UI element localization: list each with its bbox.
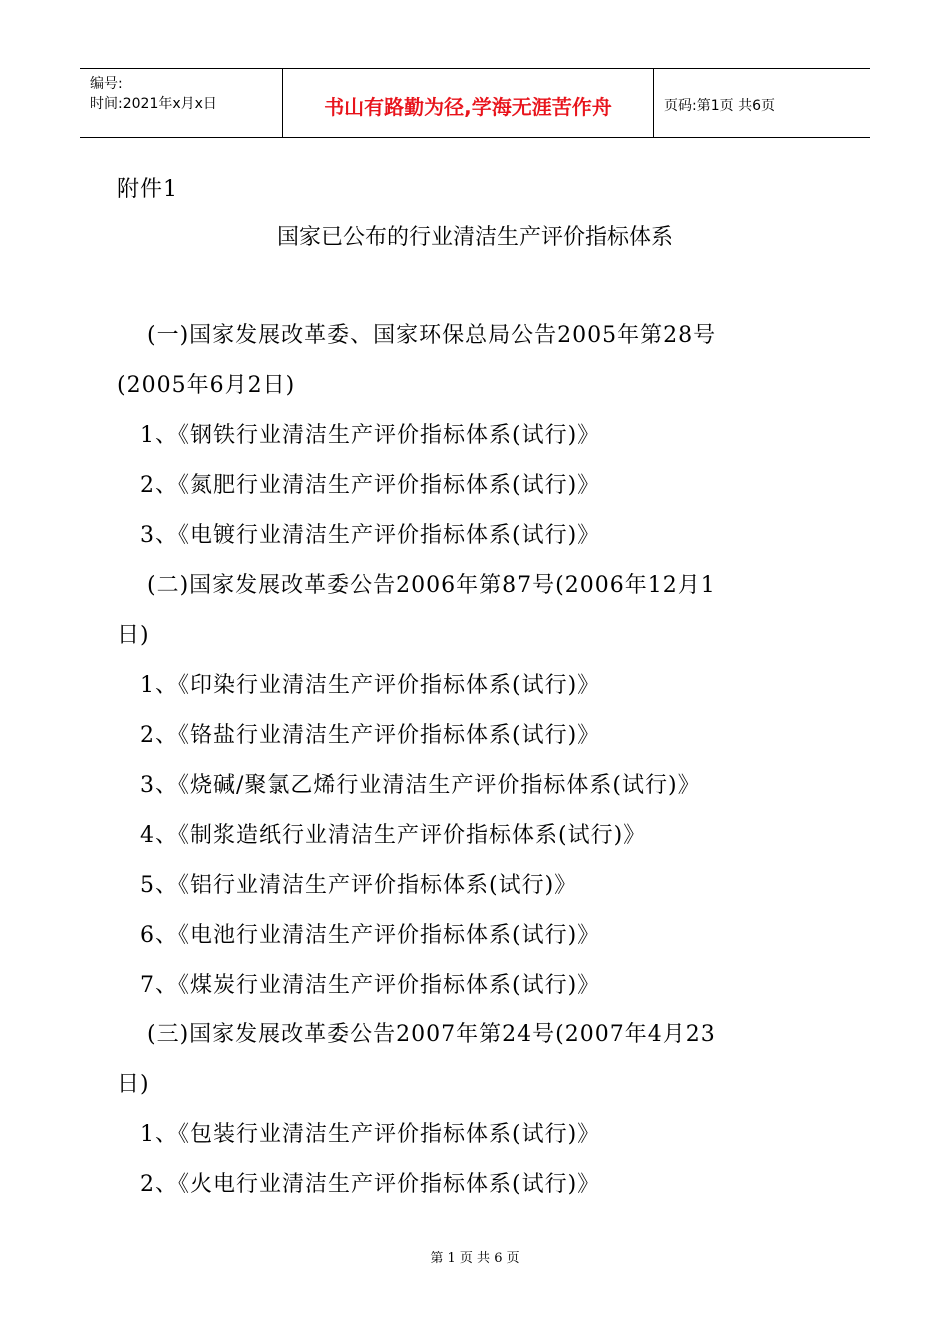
attachment-label: 附件1 (117, 177, 178, 202)
section-heading: (一)国家发展改革委、国家环保总局公告2005年第28号 (147, 323, 717, 348)
list-item: 2、《火电行业清洁生产评价指标体系(试行)》 (140, 1172, 601, 1197)
document-time-label: 时间:2021年x月x日 (90, 96, 217, 112)
list-item: 6、《电池行业清洁生产评价指标体系(试行)》 (140, 923, 601, 948)
page-footer: 第 1 页 共 6 页 (430, 1251, 520, 1266)
section-heading: (三)国家发展改革委公告2007年第24号(2007年4月23 (147, 1022, 716, 1047)
list-item: 7、《煤炭行业清洁生产评价指标体系(试行)》 (140, 973, 601, 998)
document-number-label: 编号: (90, 76, 123, 92)
list-item: 5、《铝行业清洁生产评价指标体系(试行)》 (140, 873, 578, 898)
header-page-label: 页码:第1页 共6页 (664, 98, 775, 114)
header-middle-cell (282, 69, 654, 137)
section-heading-continuation: (2005年6月2日) (117, 373, 296, 398)
list-item: 3、《烧碱/聚氯乙烯行业清洁生产评价指标体系(试行)》 (140, 773, 701, 798)
header-right-cell (654, 69, 870, 137)
list-item: 2、《铬盐行业清洁生产评价指标体系(试行)》 (140, 723, 601, 748)
header-motto: 书山有路勤为径,学海无涯苦作舟 (324, 95, 612, 119)
list-item: 1、《钢铁行业清洁生产评价指标体系(试行)》 (140, 423, 601, 448)
list-item: 3、《电镀行业清洁生产评价指标体系(试行)》 (140, 523, 601, 548)
section-heading-continuation: 日) (117, 623, 150, 648)
header-left-cell (80, 69, 282, 137)
section-heading: (二)国家发展改革委公告2006年第87号(2006年12月1 (147, 573, 716, 598)
list-item: 4、《制浆造纸行业清洁生产评价指标体系(试行)》 (140, 823, 647, 848)
list-item: 2、《氮肥行业清洁生产评价指标体系(试行)》 (140, 473, 601, 498)
section-heading-continuation: 日) (117, 1072, 150, 1097)
document-title: 国家已公布的行业清洁生产评价指标体系 (276, 225, 673, 250)
list-item: 1、《包装行业清洁生产评价指标体系(试行)》 (140, 1122, 601, 1147)
list-item: 1、《印染行业清洁生产评价指标体系(试行)》 (140, 673, 601, 698)
document-header-table (80, 68, 870, 138)
